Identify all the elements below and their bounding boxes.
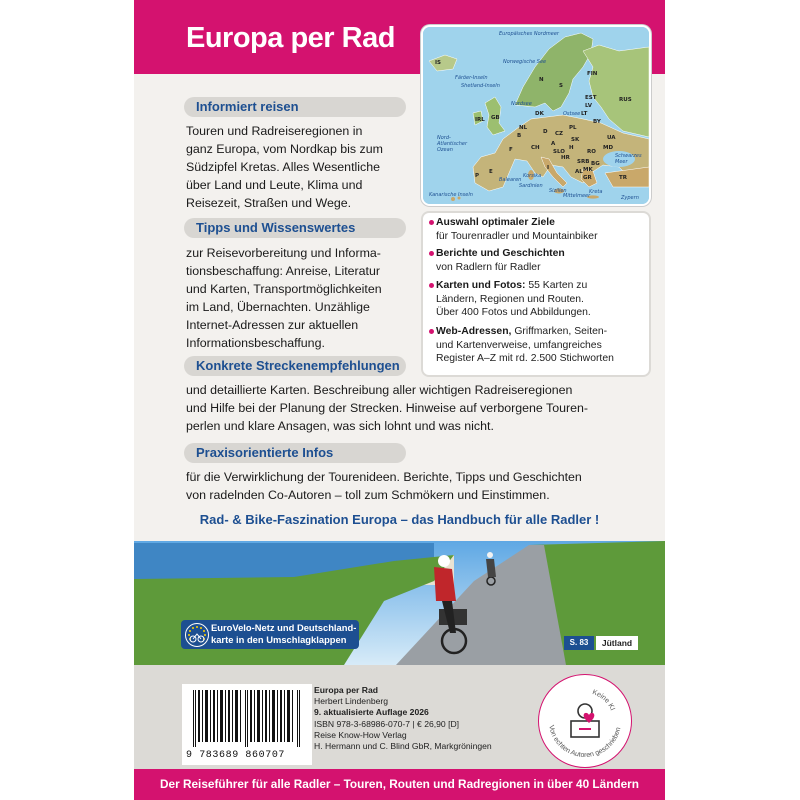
- map-country: RO: [587, 149, 596, 155]
- section-text-strecken: [186, 381, 588, 435]
- map-country: NL: [519, 125, 528, 131]
- bullet-dot: [429, 329, 434, 334]
- text-line: von radelnden Co-Autoren – toll zum Schmökern und Einstimmen.: [186, 488, 550, 502]
- feature-rest: 55 Karten zu: [525, 280, 588, 291]
- seal-graphic: [539, 675, 631, 767]
- map-country: BY: [593, 119, 601, 125]
- badge-line: karte in den Umschlagklappen: [211, 634, 347, 645]
- text-line: Internet-Adressen zur aktuellen: [186, 318, 359, 332]
- slogan: Rad- & Bike-Faszination Europa – das Handbuch für alle Radler !: [199, 512, 600, 527]
- map-label: Ostsee: [563, 111, 581, 117]
- imprint-isbn: ISBN 978-3-68986-070-7 | € 26,90 [D]: [314, 718, 460, 729]
- imprint-author: Herbert Lindenberg: [314, 696, 389, 707]
- imprint-edition: 9. aktualisierte Auflage 2026: [314, 707, 429, 718]
- map-label: Nordsee: [511, 101, 532, 107]
- map-country: A: [551, 141, 556, 147]
- map-country: N: [539, 77, 544, 83]
- section-heading-text: Praxisorientierte Infos: [196, 445, 334, 460]
- footer-tagline: Der Reiseführer für alle Radler – Touren, Routen und Radregionen in über 40 Ländern: [160, 777, 639, 791]
- map-country: I: [547, 165, 550, 171]
- badge-text: [211, 622, 356, 646]
- map-country: GR: [583, 175, 592, 181]
- book-title: Europa per Rad: [186, 22, 395, 54]
- map-label: Mittelmeer: [563, 193, 591, 199]
- map-country: LT: [581, 111, 588, 117]
- feature-item: [436, 325, 651, 366]
- map-country: FIN: [587, 71, 598, 77]
- section-heading-praxis: [184, 443, 406, 463]
- feature-line: Ländern, Regionen und Routen.: [436, 293, 584, 305]
- map-country: SRB: [577, 159, 590, 165]
- map-label: Kanarische Inseln: [429, 192, 473, 198]
- imprint-publisher-detail: H. Hermann und C. Blind GbR, Markgröningen: [314, 741, 492, 752]
- feature-item: [436, 279, 651, 320]
- map-label: Europäisches Nordmeer: [499, 31, 559, 37]
- map-country: E: [489, 169, 493, 175]
- text-line: und detaillierte Karten. Beschreibung aller wichtigen Radreiseregionen: [186, 383, 573, 397]
- imprint-text: [314, 685, 492, 752]
- map-country: MK: [583, 167, 593, 173]
- feature-line: und Kartenverweise, umfangreiches: [436, 339, 602, 351]
- map-label: Schwarzes Meer: [615, 153, 642, 165]
- map-country: PL: [569, 125, 577, 131]
- map-country: RUS: [619, 97, 632, 103]
- text-line: im Land, Übernachten. Unzählige: [186, 300, 370, 314]
- text-line: und Karten, Transportmöglichkeiten: [186, 282, 382, 296]
- footer-bar: [134, 769, 665, 800]
- map-country: BG: [591, 161, 600, 167]
- barcode: [182, 684, 312, 765]
- section-heading-text: Informiert reisen: [196, 99, 299, 114]
- europe-map: [421, 25, 651, 206]
- text-line: für die Verwirklichung der Tourenideen. Berichte, Tipps und Geschichten: [186, 470, 582, 484]
- map-country: SK: [571, 137, 580, 143]
- map-label: Shetland-Inseln: [461, 83, 500, 89]
- text-line: über Land und Leute, Klima und: [186, 178, 363, 192]
- feature-item: [436, 247, 651, 274]
- map-country: AL: [575, 169, 583, 175]
- feature-title: Web-Adressen,: [436, 326, 512, 337]
- section-text-praxis: [186, 468, 582, 504]
- map-country: IS: [435, 60, 442, 66]
- map-label: Kreta: [589, 189, 603, 195]
- badge-line: EuroVelo-Netz und Deutschland-: [211, 622, 357, 633]
- map-country: IRL: [475, 117, 485, 123]
- map-country: GB: [491, 115, 500, 121]
- map-country: CZ: [555, 131, 564, 137]
- no-ai-seal: [538, 674, 632, 768]
- text-line: perlen und klare Ansagen, was sich lohnt und was nicht.: [186, 419, 494, 433]
- map-label: Zypern: [621, 195, 639, 201]
- section-heading-text: Tipps und Wissenswertes: [196, 220, 356, 235]
- section-heading-text: Konkrete Streckenempfehlungen: [196, 358, 400, 373]
- section-text-tipps: [186, 244, 382, 352]
- feature-title: Karten und Fotos:: [436, 280, 526, 291]
- map-country: F: [509, 147, 513, 153]
- feature-rest: Griffmarken, Seiten-: [511, 326, 608, 337]
- map-country: H: [569, 145, 574, 151]
- map-label: Norwegische See: [503, 59, 547, 65]
- map-country: MD: [603, 145, 614, 151]
- section-heading-strecken: [184, 356, 406, 376]
- photo-page-ref: S. 83: [564, 636, 594, 650]
- text-line: Südzipfel Kretas. Alles Wesentliche: [186, 160, 380, 174]
- photo-place: Jütland: [596, 636, 638, 650]
- text-line: ganz Europa, vom Nordkap bis zum: [186, 142, 383, 156]
- imprint-title: Europa per Rad: [314, 685, 378, 695]
- section-text-informiert: [186, 122, 383, 212]
- bullet-dot: [429, 283, 434, 288]
- map-label: Sardinien: [519, 183, 543, 189]
- feature-line: für Tourenradler und Mountainbiker: [436, 230, 598, 242]
- map-country: S: [559, 83, 563, 89]
- text-line: und Hilfe bei der Planung der Strecken. Hinweise auf verborgene Touren-: [186, 401, 589, 415]
- map-country: DK: [535, 111, 544, 117]
- map-country: EST: [585, 95, 597, 101]
- feature-title: Berichte und Geschichten: [436, 248, 565, 259]
- feature-item: [436, 216, 651, 243]
- text-line: Informationsbeschaffung.: [186, 336, 325, 350]
- svg-text:Keine KI: [591, 689, 615, 712]
- feature-title: Auswahl optimaler Ziele: [436, 217, 555, 228]
- eurovelo-badge: [181, 620, 359, 649]
- map-country: CH: [531, 145, 540, 151]
- imprint-area: [134, 665, 665, 769]
- seal-bottom-text: Von echten Autoren geschrieben: [547, 724, 623, 760]
- map-country: HR: [561, 155, 570, 161]
- feature-box: [421, 211, 651, 377]
- barcode-bars: [193, 690, 301, 747]
- map-label: Balearen: [499, 177, 522, 183]
- feature-line: von Radlern für Radler: [436, 261, 541, 273]
- feature-line: Über 400 Fotos und Abbildungen.: [436, 307, 591, 318]
- text-line: Reisezeit, Straßen und Wege.: [186, 196, 352, 210]
- map-country: D: [543, 129, 548, 135]
- text-line: zur Reisevorbereitung und Informa-: [186, 246, 381, 260]
- map-label: Nord-Atlantischer Ozean: [437, 135, 468, 153]
- book-back-cover: [134, 0, 665, 800]
- text-line: tionsbeschaffung: Anreise, Literatur: [186, 264, 381, 278]
- map-label: Korsika: [523, 173, 542, 179]
- map-country: UA: [607, 135, 616, 141]
- barcode-number: 9 783689 860707: [186, 750, 286, 761]
- map-country: SLO: [553, 149, 565, 155]
- text-line: Touren und Radreiseregionen in: [186, 124, 363, 138]
- seal-top-text: Keine KI: [591, 689, 616, 712]
- imprint-publisher: Reise Know-How Verlag: [314, 729, 407, 740]
- map-country: B: [517, 133, 522, 139]
- map-label: Sizilien: [549, 188, 567, 194]
- eurovelo-icon: [185, 623, 209, 647]
- map-country: TR: [619, 175, 627, 181]
- bullet-dot: [429, 251, 434, 256]
- feature-line: Register A–Z mit rd. 2.500 Stichworten: [436, 353, 614, 364]
- map-country: LV: [585, 103, 593, 109]
- section-heading-tipps: [184, 218, 406, 238]
- map-country: P: [475, 173, 480, 179]
- section-heading-informiert: [184, 97, 406, 117]
- map-label: Färöer-Inseln: [455, 75, 488, 81]
- bullet-dot: [429, 220, 434, 225]
